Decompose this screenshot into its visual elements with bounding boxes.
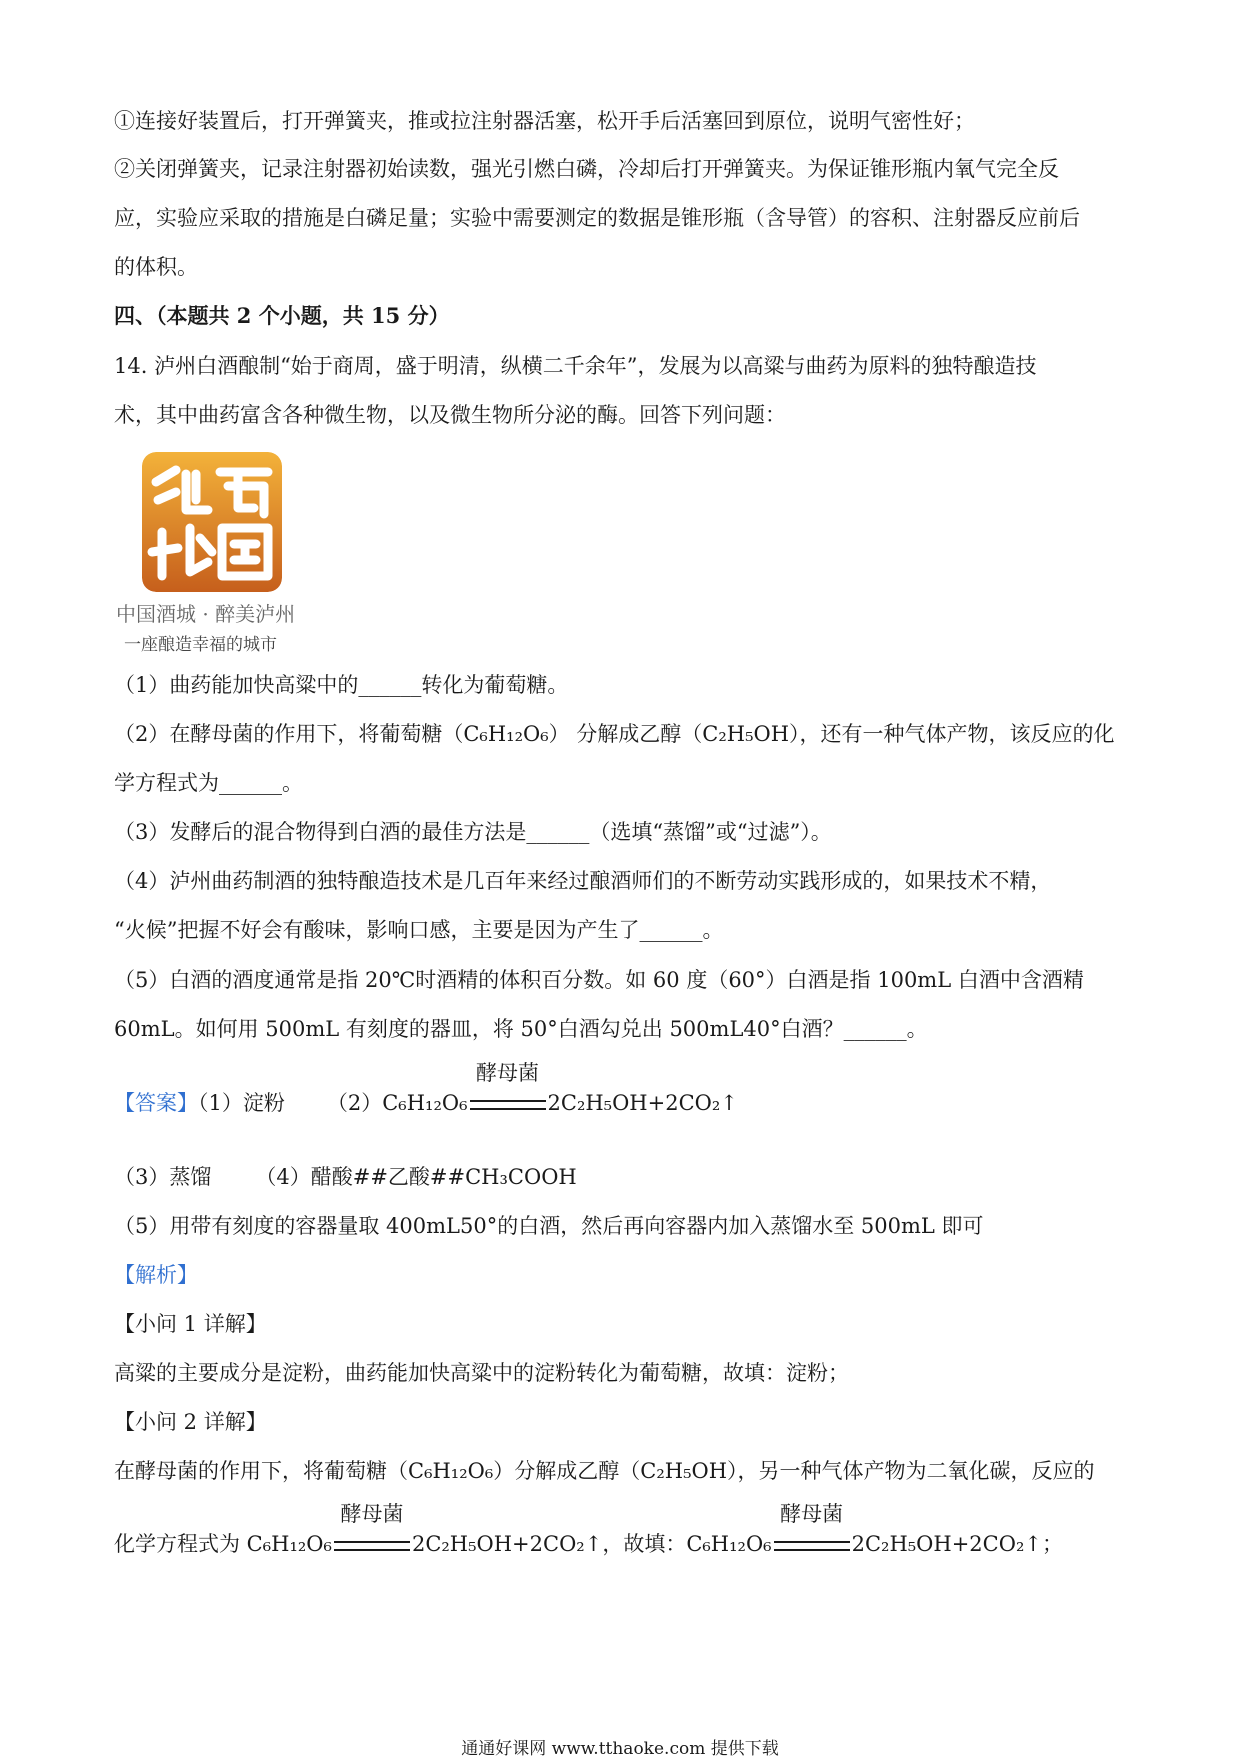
answer-2-right: 2C₂H₅OH+2CO₂↑ — [547, 1091, 738, 1115]
logo-caption-1: 中国酒城 · 醉美泸州 — [116, 602, 296, 626]
question-14-line-1: 14. 泸州白酒酿制“始于商周，盛于明清，纵横二千余年”，发展为以高粱与曲药为原料的独特酿造技 — [114, 354, 1037, 378]
reaction-condition-3: 酵母菌 — [774, 1530, 850, 1558]
question-1: （1）曲药能加快高粱中的______转化为葡萄糖。 — [114, 673, 569, 697]
text-line-3: 应，实验应采取的措施是白磷足量；实验中需要测定的数据是锥形瓶（含导管）的容积、注射器反应前后 — [114, 206, 1080, 230]
sub-question-2-text: 在酵母菌的作用下，将葡萄糖（C₆H₁₂O₆）分解成乙醇（C₂H₅OH），另一种气体产物为二氧化碳，反应的 — [114, 1459, 1095, 1483]
reaction-condition-2: 酵母菌 — [334, 1530, 410, 1558]
answer-2-left: （2）C₆H₁₂O₆ — [326, 1091, 468, 1115]
sub-question-1-text: 高粱的主要成分是淀粉，曲药能加快高粱中的淀粉转化为葡萄糖，故填：淀粉； — [114, 1361, 849, 1385]
answer-label: 【答案】 — [114, 1091, 198, 1115]
logo-caption-2: 一座酿造幸福的城市 — [124, 635, 277, 655]
answer-line-1 — [114, 1061, 738, 1117]
section-title: 四、（本题共 2 个小题，共 15 分） — [114, 303, 450, 328]
question-5-line-2: 60mL。如何用 500mL 有刻度的器皿，将 50°白酒勾兑出 500mL40°白酒？______。 — [114, 1017, 928, 1041]
answer-3: （3）蒸馏 — [114, 1165, 212, 1189]
answer-1: （1）淀粉 — [198, 1091, 285, 1115]
equation-left-1: 化学方程式为 C₆H₁₂O₆ — [114, 1532, 332, 1556]
page-footer: 通通好课网 www.tthaoke.com 提供下载 — [461, 1739, 779, 1759]
text-line-4: 的体积。 — [114, 255, 198, 279]
question-2-line-1: （2）在酵母菌的作用下，将葡萄糖（C₆H₁₂O₆） 分解成乙醇（C₂H₅OH），还有一种气体产物，该反应的化 — [114, 722, 1115, 746]
question-4-line-2: “火候”把握不好会有酸味，影响口感，主要是因为产生了______。 — [114, 918, 724, 942]
sub-question-2-equation — [114, 1502, 1063, 1558]
question-14-line-2: 术，其中曲药富含各种微生物，以及微生物所分泌的酶。回答下列问题： — [114, 403, 786, 427]
luzhou-logo — [142, 452, 282, 592]
equation-right: 2C₂H₅OH+2CO₂↑； — [851, 1532, 1063, 1556]
answer-4: （4）醋酸##乙酸##CH₃COOH — [255, 1165, 577, 1189]
question-4-line-1: （4）泸州曲药制酒的独特酿造技术是几百年来经过酿酒师们的不断劳动实践形成的，如果技术不精， — [114, 869, 1052, 893]
sub-question-1-title: 【小问 1 详解】 — [114, 1312, 267, 1336]
analysis-label: 【解析】 — [114, 1263, 198, 1287]
answer-5: （5）用带有刻度的容器量取 400mL50°的白酒，然后再向容器内加入蒸馏水至 500mL 即可 — [114, 1214, 984, 1238]
text-line-1: ①连接好装置后，打开弹簧夹，推或拉注射器活塞，松开手后活塞回到原位，说明气密性好； — [114, 109, 975, 133]
answer-line-2 — [114, 1163, 577, 1191]
equation-mid: 2C₂H₅OH+2CO₂↑，故填：C₆H₁₂O₆ — [411, 1532, 772, 1556]
question-2-line-2: 学方程式为______。 — [114, 771, 303, 795]
question-5-line-1: （5）白酒的酒度通常是指 20℃时酒精的体积百分数。如 60 度（60°）白酒是指 100mL 白酒中含酒精 — [114, 968, 1084, 992]
text-line-2: ②关闭弹簧夹，记录注射器初始读数，强光引燃白磷，冷却后打开弹簧夹。为保证锥形瓶内氧气完全反 — [114, 157, 1059, 181]
luzhou-logo-graphic — [142, 452, 282, 592]
reaction-condition: 酵母菌 — [470, 1089, 546, 1117]
sub-question-2-title: 【小问 2 详解】 — [114, 1410, 267, 1434]
question-3: （3）发酵后的混合物得到白酒的最佳方法是______（选填“蒸馏”或“过滤”）。 — [114, 820, 832, 844]
